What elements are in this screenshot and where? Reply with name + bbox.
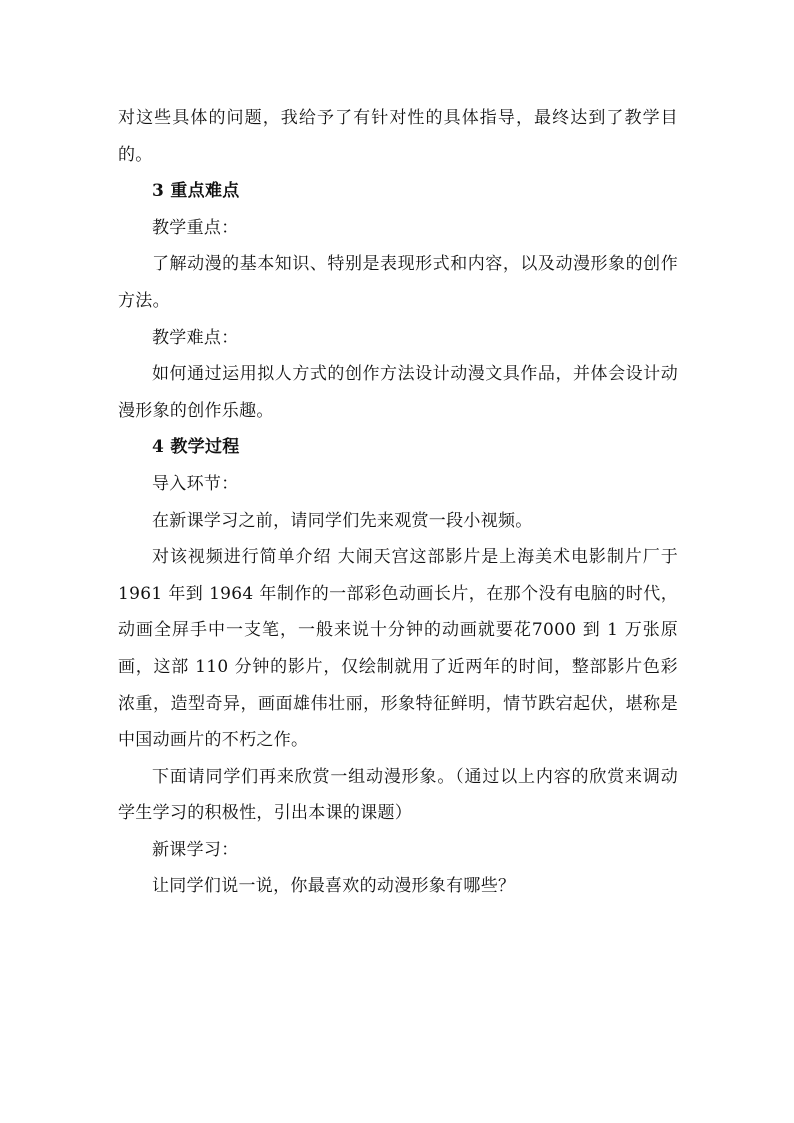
label-introduction: 导入环节：	[152, 473, 239, 494]
paragraph-character-appreciation: 下面请同学们再来欣赏一组动漫形象。（通过以上内容的欣赏来调动学生学习的积极性，引出本课的课题）	[118, 766, 678, 824]
label-teaching-focus: 教学重点：	[152, 217, 239, 238]
section-heading-teaching-process: 4 教学过程	[152, 437, 240, 458]
paragraph-teaching-focus: 了解动漫的基本知识、特别是表现形式和内容，以及动漫形象的创作方法。	[118, 254, 678, 311]
label-new-lesson: 新课学习：	[152, 839, 239, 860]
paragraph-film-description: 对该视频进行简单介绍 大闹天宫这部影片是上海美术电影制片厂于 1961 年到 1964 年制作的一部彩色动画长片，在那个没有电脑的时代，动画全屏手中一支笔，一般来说十分钟的动画就要花7000 到 1 万张原画，这部 110 分钟的影片，仅绘制就用了近两年的时间，整部影片色彩浓重，造型奇异，画面雄伟壮丽，形象特征鲜明，情节跌宕起伏，堪称是中国动画片的不朽之作。	[118, 547, 678, 751]
paragraph-closing-text: 对这些具体的问题，我给予了有针对性的具体指导，最终达到了教学目的。	[118, 108, 678, 165]
paragraph-teaching-difficulty: 如何通过运用拟人方式的创作方法设计动漫文具作品，并体会设计动漫形象的创作乐趣。	[118, 364, 678, 421]
paragraph-video-intro: 在新课学习之前，请同学们先来观赏一段小视频。	[152, 510, 533, 531]
section-heading-key-points: 3 重点难点	[152, 181, 240, 202]
document-page	[118, 100, 678, 905]
label-teaching-difficulty: 教学难点：	[152, 327, 239, 348]
paragraph-favorite-characters: 让同学们说一说，你最喜欢的动漫形象有哪些？	[152, 876, 516, 897]
